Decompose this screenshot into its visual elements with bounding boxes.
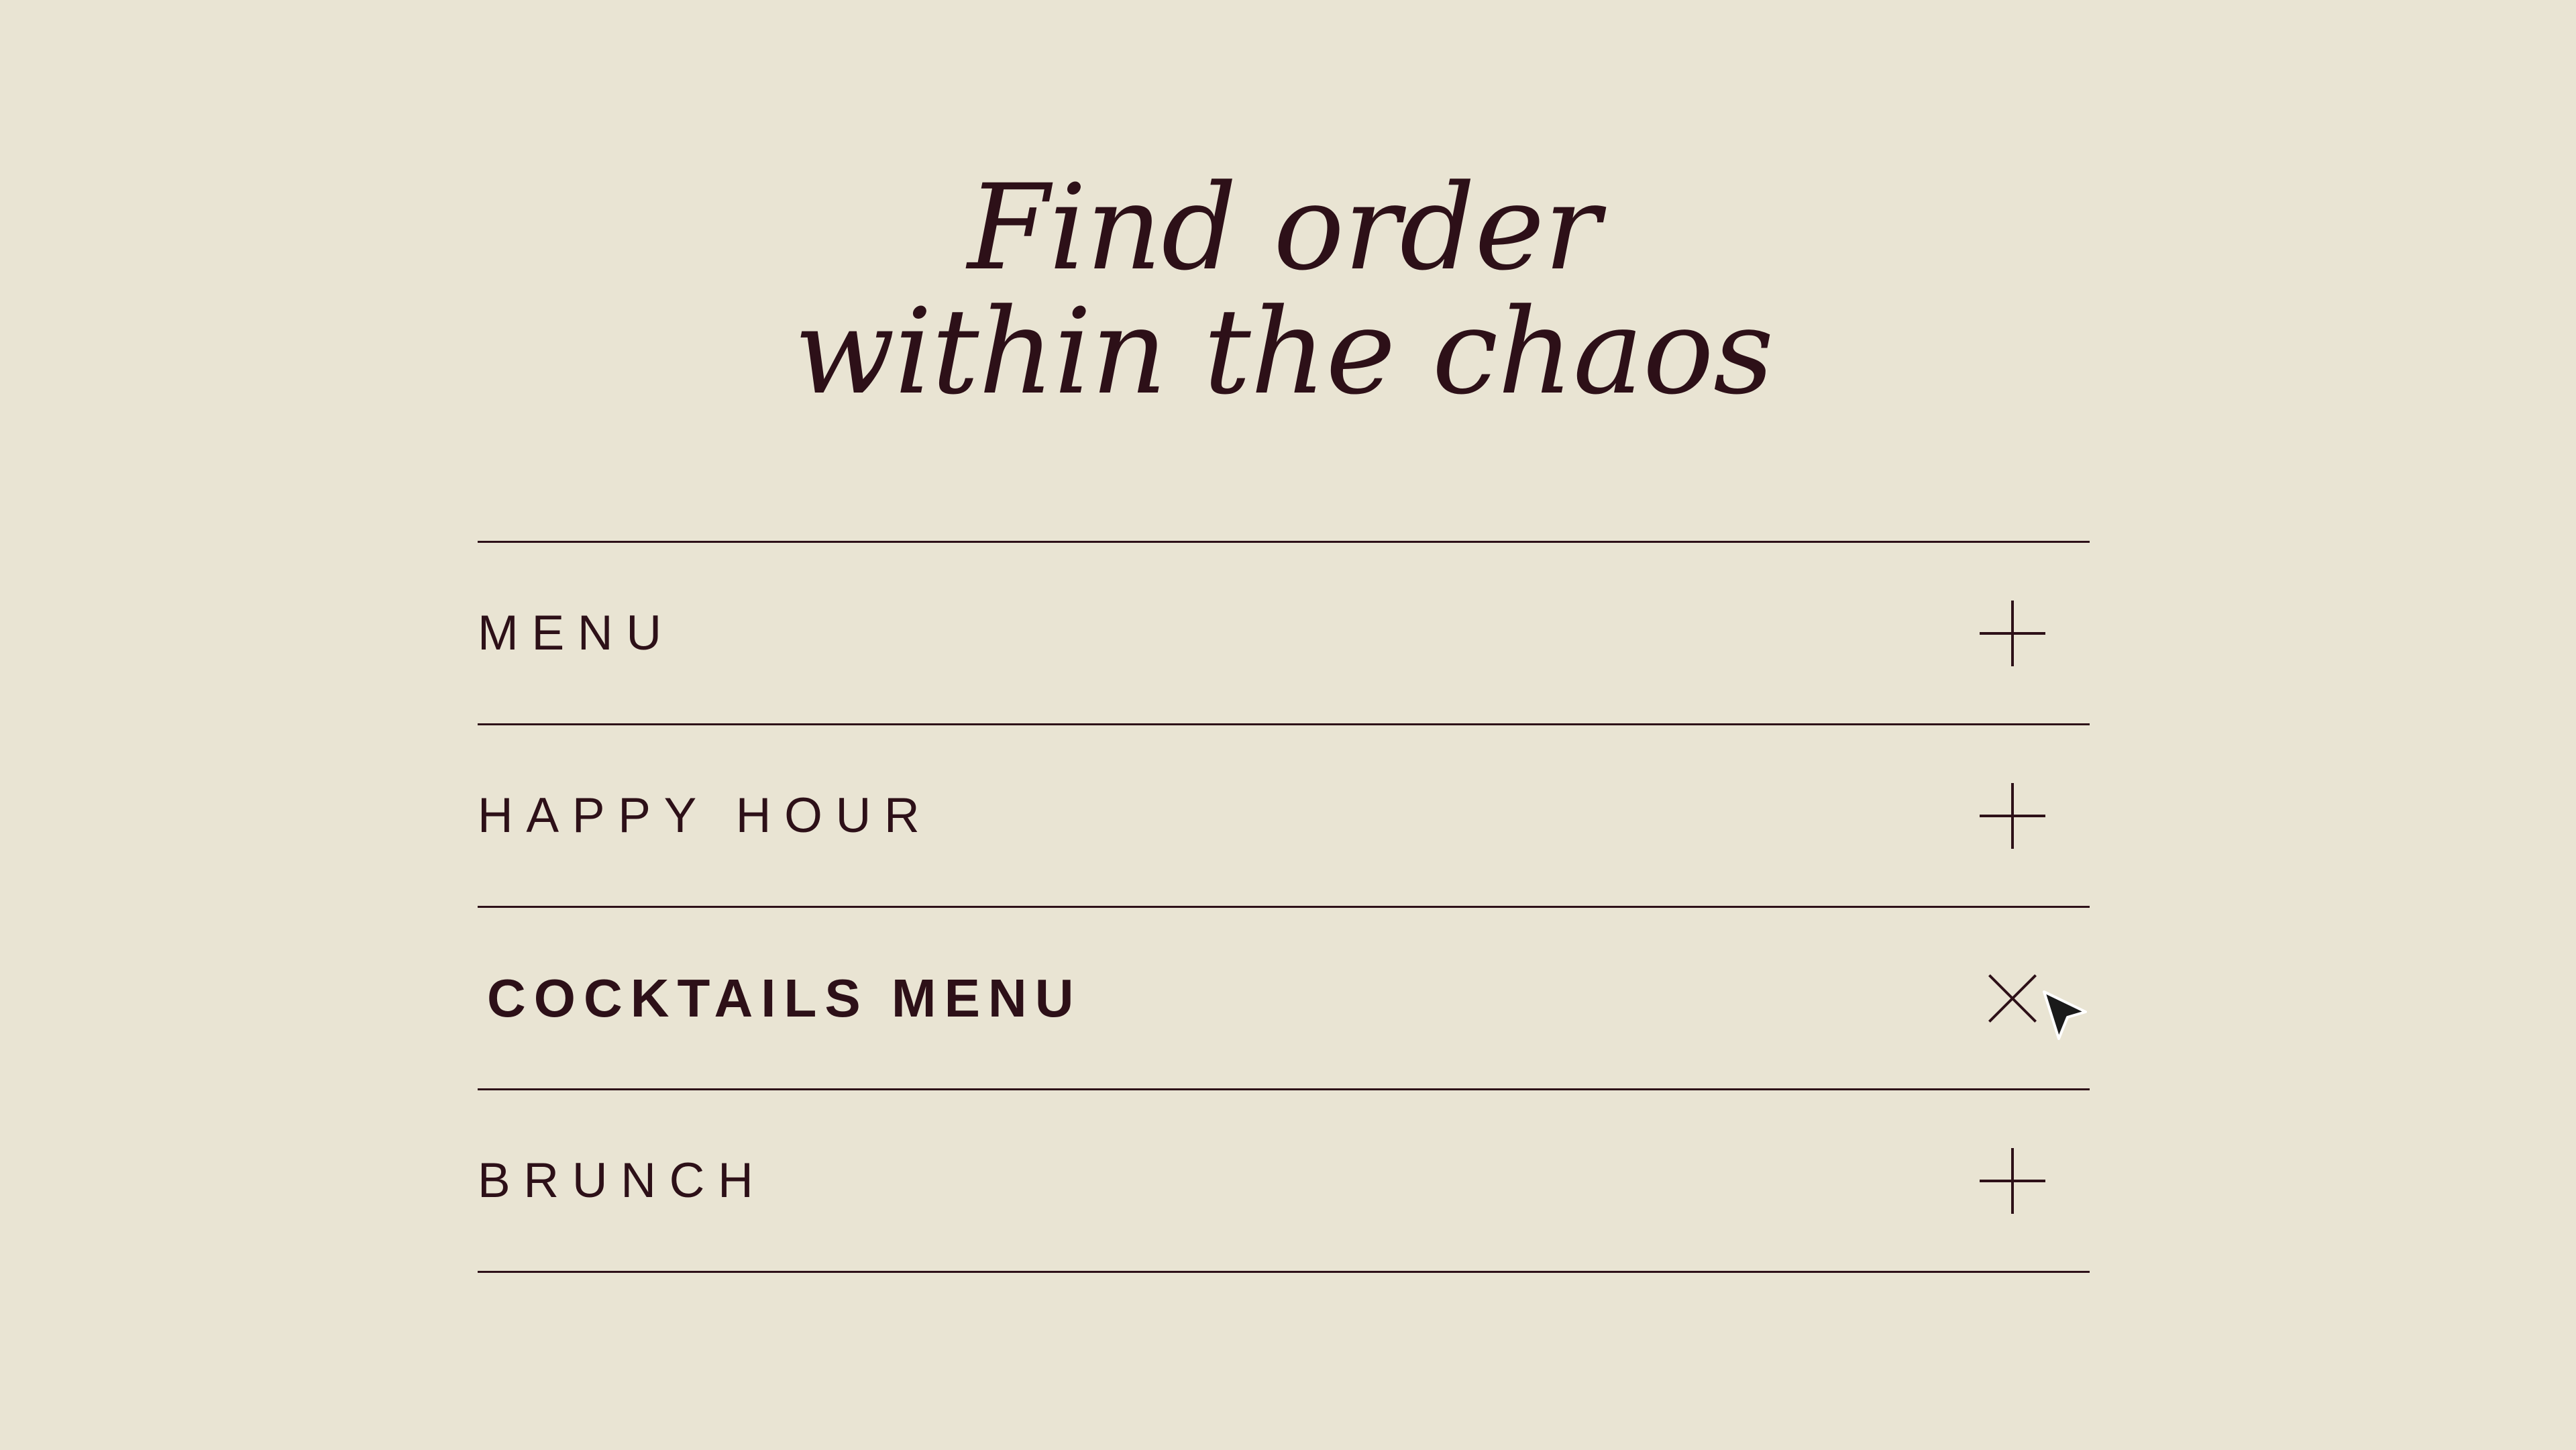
accordion-menu: [478, 541, 2090, 1273]
accordion-label: MENU: [478, 606, 675, 660]
accordion-label: COCKTAILS MENU: [487, 968, 1082, 1028]
accordion-row-happy-hour[interactable]: [478, 725, 2090, 908]
accordion-label: HAPPY HOUR: [478, 788, 933, 843]
plus-icon: [1980, 783, 2045, 849]
accordion-row-menu[interactable]: [478, 543, 2090, 725]
plus-icon: [1980, 601, 2045, 666]
accordion-row-brunch[interactable]: [478, 1090, 2090, 1273]
hero-section: [478, 159, 2090, 421]
plus-icon: [1980, 1148, 2045, 1214]
accordion-row-cocktails-menu[interactable]: [478, 908, 2090, 1090]
accordion-label: BRUNCH: [478, 1153, 767, 1208]
close-icon: [1980, 966, 2045, 1031]
page-title-line-2: within the chaos: [794, 282, 1774, 421]
page-title-line-1: Find order: [967, 159, 1600, 297]
page-title: [478, 159, 2090, 421]
